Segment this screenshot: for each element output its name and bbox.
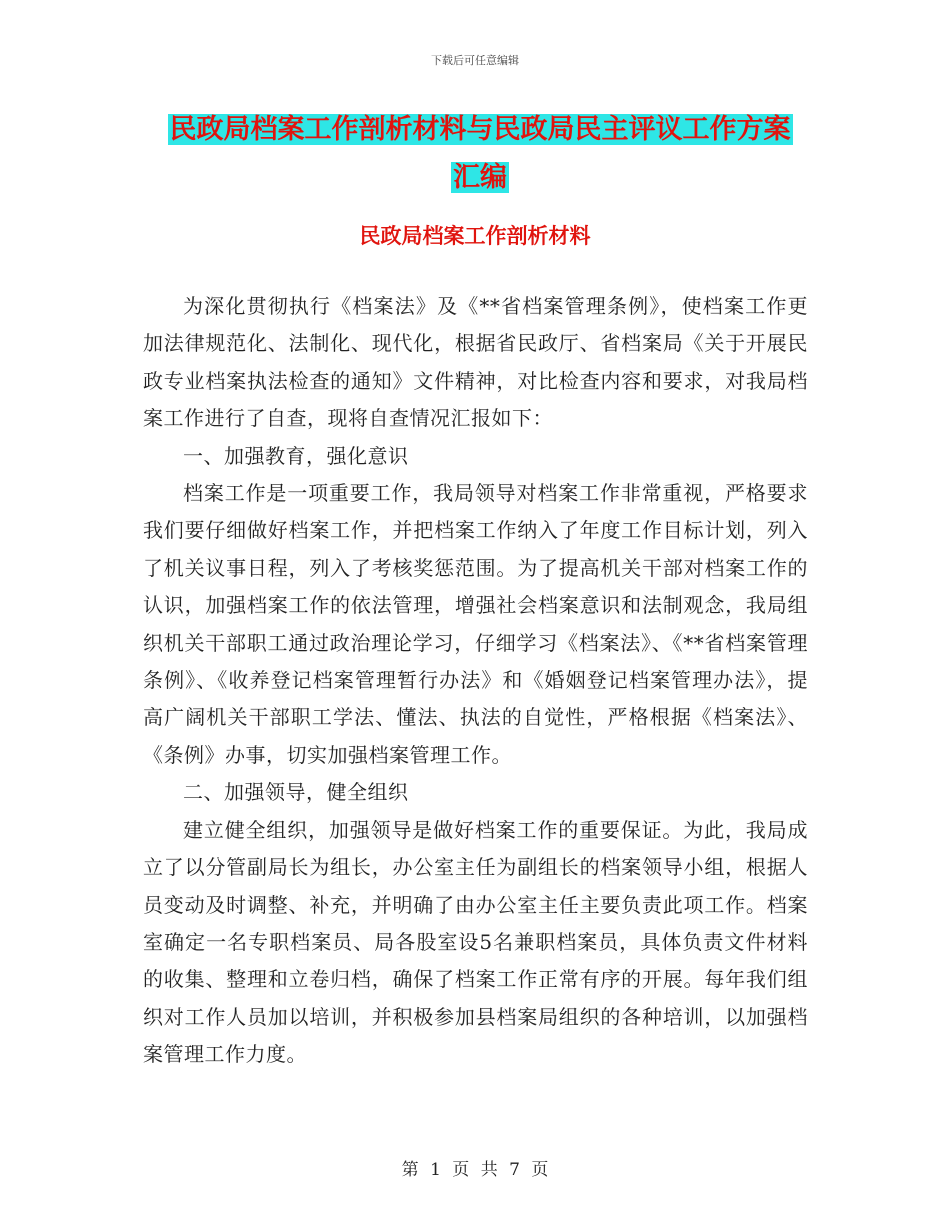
document-title-line-2: 汇编 [453, 162, 507, 193]
paragraph-leadership: 建立健全组织，加强领导是做好档案工作的重要保证。为此，我局成立了以分管副局长为组长，办公室主任为副组长的档案领导小组，根据人员变动及时调整、补充，并明确了由办公室主任主要负责此项工作。档案室确定一名专职档案员、局各股室设5名兼职档案员，具体负责文件材料的收集、整理和立卷归档，确保了档案工作正常有序的开展。每年我们组织对工作人员加以培训，并积极参加县档案局组织的各种培训，以加强档案管理工作力度。 [143, 817, 808, 1067]
paragraph-intro: 为深化贯彻执行《档案法》及《**省档案管理条例》，使档案工作更加法律规范化、法制化、现代化，根据省民政厅、省档案局《关于开展民政专业档案执法检查的通知》文件精神，对比检查内容和要求，对我局档案工作进行了自查，现将自查情况汇报如下： [143, 294, 808, 431]
document-title [140, 106, 820, 202]
paragraph-education: 档案工作是一项重要工作，我局领导对档案工作非常重视，严格要求我们要仔细做好档案工作，并把档案工作纳入了年度工作目标计划，列入了机关议事日程，列入了考核奖惩范围。为了提高机关干部对档案工作的认识，加强档案工作的依法管理，增强社会档案意识和法制观念，我局组织机关干部职工通过政治理论学习，仔细学习《档案法》、《**省档案管理条例》、《收养登记档案管理暂行办法》和《婚姻登记档案管理办法》，提高广阔机关干部职工学法、懂法、执法的自觉性，严格根据《档案法》、《条例》办事，切实加强档案管理工作。 [143, 481, 808, 767]
document-title-line-1: 民政局档案工作剖析材料与民政局民主评议工作方案 [169, 114, 791, 145]
heading-leadership: 二、加强领导，健全组织 [183, 780, 409, 805]
section-title: 民政局档案工作剖析材料 [359, 224, 591, 248]
header-note: 下载后可任意编辑 [431, 54, 519, 67]
heading-education: 一、加强教育，强化意识 [183, 443, 409, 468]
document-body [143, 288, 808, 1074]
page-number-footer: 第 1 页 共 7 页 [401, 1160, 549, 1180]
